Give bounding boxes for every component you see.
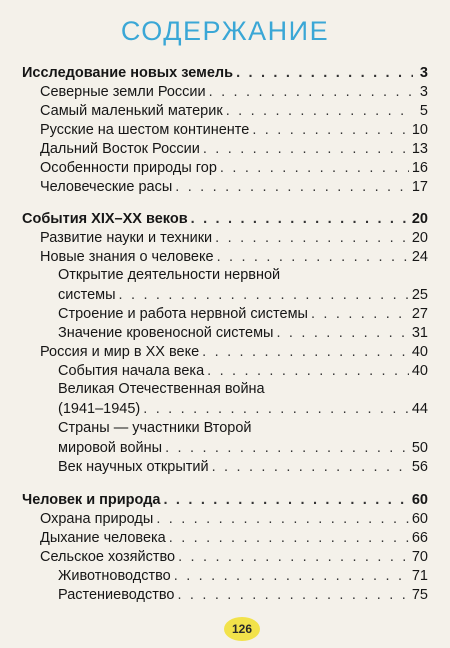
dot-leader bbox=[252, 121, 409, 139]
page-ref: 40 bbox=[411, 363, 428, 379]
page-ref: 17 bbox=[411, 179, 428, 195]
dot-leader bbox=[209, 83, 413, 101]
page-ref: 66 bbox=[411, 530, 428, 546]
dot-leader bbox=[202, 343, 409, 361]
page-ref: 44 bbox=[411, 401, 428, 417]
page-title: СОДЕРЖАНИЕ bbox=[120, 16, 330, 46]
page-ref: 60 bbox=[411, 511, 428, 527]
entry-title: Животноводство bbox=[58, 568, 171, 584]
page-ref: 20 bbox=[411, 230, 428, 246]
page-ref: 13 bbox=[411, 141, 428, 157]
page-ref: 3 bbox=[419, 65, 428, 81]
toc-entry bbox=[40, 546, 428, 566]
toc-entry bbox=[40, 527, 428, 547]
entry-title: Строение и работа нервной системы bbox=[58, 306, 308, 322]
dot-leader bbox=[212, 458, 409, 476]
toc-entry bbox=[58, 398, 428, 418]
toc-entry bbox=[58, 284, 428, 304]
page-ref: 75 bbox=[411, 587, 428, 603]
page-ref: 56 bbox=[411, 459, 428, 475]
entry-title-line1: Страны — участники Второй bbox=[58, 420, 252, 436]
page-ref: 70 bbox=[411, 549, 428, 565]
toc-entry bbox=[58, 360, 428, 380]
entry-title: Век научных открытий bbox=[58, 459, 209, 475]
page-ref: 31 bbox=[411, 325, 428, 341]
page-ref: 10 bbox=[411, 122, 428, 138]
section-title: События XIX–XX веков bbox=[22, 211, 188, 227]
entry-title: События начала века bbox=[58, 363, 205, 379]
section-title: Исследование новых земель bbox=[22, 65, 234, 81]
entry-title: Новые знания о человеке bbox=[40, 249, 214, 265]
dot-leader bbox=[178, 548, 409, 566]
entry-title: Особенности природы гор bbox=[40, 160, 217, 176]
toc-entry bbox=[40, 176, 428, 196]
toc-entry bbox=[40, 227, 428, 247]
dot-leader bbox=[276, 324, 408, 342]
entry-title: Значение кровеносной системы bbox=[58, 325, 274, 341]
dot-leader bbox=[191, 210, 409, 228]
dot-leader bbox=[203, 140, 409, 158]
dot-leader bbox=[217, 248, 409, 266]
toc-section-exploration bbox=[22, 62, 428, 82]
dot-leader bbox=[163, 491, 408, 509]
entry-title: системы bbox=[58, 287, 116, 303]
entry-title: Сельское хозяйство bbox=[40, 549, 176, 565]
toc-entry bbox=[40, 157, 428, 177]
page-ref: 5 bbox=[419, 103, 428, 119]
entry-title: Дыхание человека bbox=[40, 530, 166, 546]
dot-leader bbox=[165, 439, 409, 457]
toc-entry bbox=[58, 437, 428, 457]
page-ref: 71 bbox=[411, 568, 428, 584]
entry-title: Растениеводство bbox=[58, 587, 175, 603]
toc-entry bbox=[58, 565, 428, 585]
toc-entry bbox=[40, 341, 428, 361]
toc-entry bbox=[40, 81, 428, 101]
page-number-badge: 126 bbox=[224, 617, 260, 641]
toc-section-19-20-centuries bbox=[22, 208, 428, 228]
dot-leader bbox=[177, 586, 408, 604]
toc-section-human-nature bbox=[22, 489, 428, 509]
entry-title: Северные земли России bbox=[40, 84, 206, 100]
entry-title: Россия и мир в XX веке bbox=[40, 344, 200, 360]
entry-title: (1941–1945) bbox=[58, 401, 141, 417]
toc-entry bbox=[40, 119, 428, 139]
entry-title: Развитие науки и техники bbox=[40, 230, 213, 246]
toc-entry bbox=[58, 303, 428, 323]
toc-entry bbox=[58, 584, 428, 604]
toc-entry bbox=[40, 246, 428, 266]
entry-title: Охрана природы bbox=[40, 511, 154, 527]
dot-leader bbox=[220, 159, 409, 177]
toc-entry bbox=[58, 322, 428, 342]
dot-leader bbox=[156, 510, 409, 528]
page-ref: 60 bbox=[411, 492, 428, 508]
dot-leader bbox=[226, 102, 413, 120]
entry-title: Человеческие расы bbox=[40, 179, 173, 195]
dot-leader bbox=[174, 567, 409, 585]
dot-leader bbox=[169, 529, 409, 547]
dot-leader bbox=[236, 64, 413, 82]
toc-entry bbox=[58, 456, 428, 476]
entry-title: Самый маленький материк bbox=[40, 103, 223, 119]
page-ref: 50 bbox=[411, 440, 428, 456]
dot-leader bbox=[143, 400, 409, 418]
page-ref: 16 bbox=[411, 160, 428, 176]
toc-entry bbox=[40, 138, 428, 158]
entry-title: Дальний Восток России bbox=[40, 141, 200, 157]
entry-title: Русские на шестом континенте bbox=[40, 122, 250, 138]
dot-leader bbox=[311, 305, 409, 323]
section-title: Человек и природа bbox=[22, 492, 161, 508]
entry-title: мировой войны bbox=[58, 440, 163, 456]
entry-title-line1: Открытие деятельности нервной bbox=[58, 267, 281, 283]
toc-entry bbox=[40, 100, 428, 120]
page-ref: 24 bbox=[411, 249, 428, 265]
dot-leader bbox=[175, 178, 409, 196]
dot-leader bbox=[119, 286, 409, 304]
toc-entry bbox=[40, 508, 428, 528]
page-ref: 3 bbox=[419, 84, 428, 100]
entry-title-line1: Великая Отечественная война bbox=[58, 381, 265, 397]
page-ref: 40 bbox=[411, 344, 428, 360]
dot-leader bbox=[215, 229, 409, 247]
dot-leader bbox=[207, 362, 409, 380]
page-ref: 25 bbox=[411, 287, 428, 303]
page-ref: 27 bbox=[411, 306, 428, 322]
page-ref: 20 bbox=[411, 211, 428, 227]
